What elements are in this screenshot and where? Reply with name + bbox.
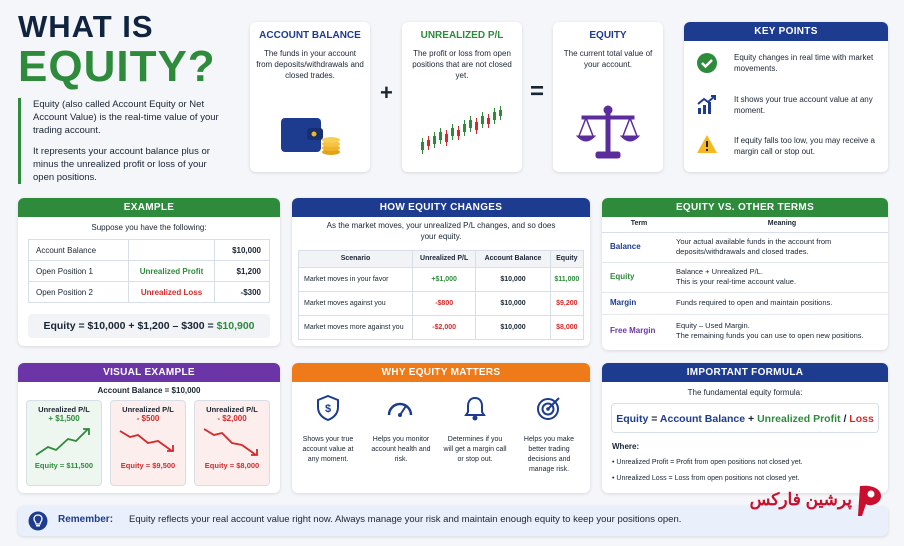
term-cell: Margin xyxy=(610,298,637,307)
candlestick-icon xyxy=(417,106,507,162)
meaning-cell: Funds required to open and maintain positions. xyxy=(676,298,833,307)
row-value: $10,000 xyxy=(215,240,270,261)
visual-title: VISUAL EXAMPLE xyxy=(18,363,280,382)
logo-text: پرشین فارکس xyxy=(749,490,852,509)
table-row xyxy=(602,232,888,262)
row-tag xyxy=(129,240,215,261)
why-title: WHY EQUITY MATTERS xyxy=(292,363,590,382)
panel-equity: Equity = $8,000 xyxy=(204,461,260,470)
gauge-icon xyxy=(387,397,413,422)
visual-panel xyxy=(110,400,186,486)
card-desc: The profit or loss from open positions that are not closed yet. xyxy=(412,49,512,80)
meaning-cell xyxy=(676,262,888,292)
meaning-line: The remaining funds you can use to open new positions. xyxy=(676,331,864,341)
formula-where: Where: xyxy=(612,442,640,451)
formula-equals: = xyxy=(651,413,658,425)
why-text: Shows your true account value at any moment. xyxy=(302,436,354,463)
table-row xyxy=(602,262,888,292)
title-line1: WHAT IS xyxy=(18,9,154,44)
trend-down-icon xyxy=(118,425,178,459)
formula-plus: + xyxy=(748,413,755,425)
visual-example-panel xyxy=(18,363,280,493)
scenario-cell: Market moves in your favor xyxy=(304,275,389,283)
meaning-line: This is your real-time account value. xyxy=(676,277,797,286)
target-icon xyxy=(536,395,562,426)
how-equity-changes-panel xyxy=(292,198,590,346)
intro-p1: Equity (also called Account Equity or Net Account Value) is the real-time value of your trading account. xyxy=(33,99,219,136)
header-cell: Equity xyxy=(550,251,583,268)
trend-up-icon xyxy=(34,425,94,459)
key-point-text: If equity falls too low, you may receive a margin call or stop out. xyxy=(734,136,875,156)
formula-equity: Equity xyxy=(616,413,649,425)
panel-label: Unrealized P/L xyxy=(122,405,174,414)
terms-table xyxy=(602,217,888,348)
card-title: ACCOUNT BALANCE xyxy=(259,30,361,41)
formula-profit: Unrealized Profit xyxy=(757,413,841,425)
row-label: Open Position 1 xyxy=(36,266,93,276)
why-text: Helps you make better trading decisions and manage risk. xyxy=(523,436,575,473)
header-cell: Account Balance xyxy=(476,251,550,268)
key-points-title: KEY POINTS xyxy=(684,22,888,41)
header-cell: Scenario xyxy=(340,255,371,262)
card-title: EQUITY xyxy=(589,30,627,41)
panel-label: Unrealized P/L xyxy=(206,405,258,414)
header-cell: Term xyxy=(630,220,648,228)
def-text: Unrealized Loss = Loss from open positions not closed yet. xyxy=(616,475,800,482)
lightbulb-icon xyxy=(28,511,48,536)
unrealized-pl-card xyxy=(402,22,522,172)
formula-title: IMPORTANT FORMULA xyxy=(602,363,888,382)
terms-panel xyxy=(602,198,888,350)
term-cell: Balance xyxy=(610,242,641,251)
meaning-line: Balance + Unrealized P/L. xyxy=(676,267,763,276)
card-title: UNREALIZED P/L xyxy=(420,30,504,41)
formula-def: • Unrealized Loss = Loss from open positions not closed yet. xyxy=(612,475,800,482)
visual-panel xyxy=(26,400,102,486)
terms-title: EQUITY VS. OTHER TERMS xyxy=(602,198,888,217)
example-result xyxy=(28,314,270,338)
how-intro: As the market moves, your unrealized P/L changes, and so does your equity. xyxy=(326,221,556,241)
table-row xyxy=(29,282,270,303)
brand-logo xyxy=(732,482,892,528)
why-text: Helps you monitor account health and risk. xyxy=(371,436,431,463)
page-title xyxy=(18,10,238,90)
card-desc: The funds in your account from deposits/withdrawals and closed trades. xyxy=(256,49,364,80)
example-panel xyxy=(18,198,280,346)
trend-down-icon xyxy=(202,425,262,459)
shield-icon xyxy=(316,395,340,426)
table-row xyxy=(29,240,270,261)
table-row xyxy=(29,261,270,282)
intro-p2: It represents your account balance plus or minus the unrealized profit or loss of your open positions. xyxy=(33,146,210,183)
result-prefix: Equity = $10,000 + $1,200 – $300 = xyxy=(43,320,217,332)
row-tag: Unrealized Loss xyxy=(129,282,215,303)
def-text: Unrealized Profit = Profit from open positions not closed yet. xyxy=(616,459,803,466)
balance-cell: $10,000 xyxy=(476,268,550,292)
meaning-line: Equity – Used Margin. xyxy=(676,321,750,331)
how-table xyxy=(298,250,584,340)
equity-cell: $11,000 xyxy=(550,268,583,292)
intro xyxy=(18,98,228,184)
equity-cell: $8,000 xyxy=(550,316,583,340)
remember-label: Remember: xyxy=(58,514,114,525)
row-value: -$300 xyxy=(215,282,270,303)
check-icon xyxy=(696,52,718,79)
title-line2: EQUITY? xyxy=(18,42,216,91)
balance-cell: $10,000 xyxy=(476,292,550,316)
why-equity-matters-panel xyxy=(292,363,590,493)
important-formula-panel xyxy=(602,363,888,493)
equity-cell: $9,200 xyxy=(550,292,583,316)
account-balance-card xyxy=(250,22,370,172)
term-cell: Free Margin xyxy=(610,326,656,336)
scale-icon xyxy=(576,104,640,162)
table-header xyxy=(299,251,584,268)
formula-loss: Loss xyxy=(849,413,874,425)
row-value: $1,200 xyxy=(215,261,270,282)
equals-operator: = xyxy=(530,78,545,105)
why-text: Determines if you will get a margin call or stop out. xyxy=(443,436,507,463)
panel-equity: Equity = $11,500 xyxy=(34,461,94,470)
warning-icon xyxy=(696,134,718,159)
table-row xyxy=(299,268,584,292)
table-row xyxy=(299,316,584,340)
chart-up-icon xyxy=(696,94,718,121)
panel-value: - $500 xyxy=(136,414,160,423)
result-value: $10,900 xyxy=(216,320,255,332)
pl-cell: +$1,000 xyxy=(413,268,476,292)
svg-text:$: $ xyxy=(324,403,332,415)
meaning-cell: Your actual available funds in the account from deposits/withdrawals and closed trades. xyxy=(676,237,832,256)
formula-box xyxy=(611,403,879,433)
visual-panel xyxy=(194,400,270,486)
example-table xyxy=(28,239,270,303)
balance-cell: $10,000 xyxy=(476,316,550,340)
logo-mark xyxy=(856,484,886,518)
visual-balance: Account Balance = $10,000 xyxy=(97,386,201,395)
table-header xyxy=(602,217,888,232)
panel-label: Unrealized P/L xyxy=(38,405,90,414)
panel-value: + $1,500 xyxy=(48,414,80,423)
pl-cell: -$2,000 xyxy=(413,316,476,340)
formula-slash: / xyxy=(843,413,847,425)
pl-cell: -$800 xyxy=(413,292,476,316)
meaning-cell xyxy=(676,314,888,348)
scenario-cell: Market moves more against you xyxy=(304,323,404,331)
equity-card xyxy=(553,22,663,172)
formula-intro: The fundamental equity formula: xyxy=(687,388,803,397)
formula-def: • Unrealized Profit = Profit from open positions not closed yet. xyxy=(612,459,803,466)
card-desc: The current total value of your account. xyxy=(563,49,653,69)
panel-equity: Equity = $9,500 xyxy=(120,461,176,470)
bell-icon xyxy=(464,395,486,426)
row-label: Account Balance xyxy=(36,245,97,255)
panel-value: - $2,000 xyxy=(217,414,247,423)
example-title: EXAMPLE xyxy=(18,198,280,217)
how-title: HOW EQUITY CHANGES xyxy=(292,198,590,217)
header-cell: Unrealized P/L xyxy=(413,251,476,268)
scenario-cell: Market moves against you xyxy=(304,299,386,307)
row-label: Open Position 2 xyxy=(36,287,93,297)
table-row xyxy=(602,292,888,314)
key-point-text: It shows your true account value at any moment. xyxy=(734,95,873,115)
table-row xyxy=(602,314,888,348)
formula-balance: Account Balance xyxy=(659,413,746,425)
wallet-icon xyxy=(277,112,343,160)
row-tag: Unrealized Profit xyxy=(129,261,215,282)
header-cell: Meaning xyxy=(767,220,797,228)
remember-text: Equity reflects your real account value right now. Always manage your risk and maintain enough equity to keep your positions open. xyxy=(129,514,682,525)
term-cell: Equity xyxy=(610,272,635,281)
key-point-text: Equity changes in real time with market movements. xyxy=(734,53,874,73)
example-intro: Suppose you have the following: xyxy=(91,223,207,232)
key-points-panel xyxy=(684,22,888,172)
table-row xyxy=(299,292,584,316)
plus-operator: + xyxy=(380,80,393,105)
